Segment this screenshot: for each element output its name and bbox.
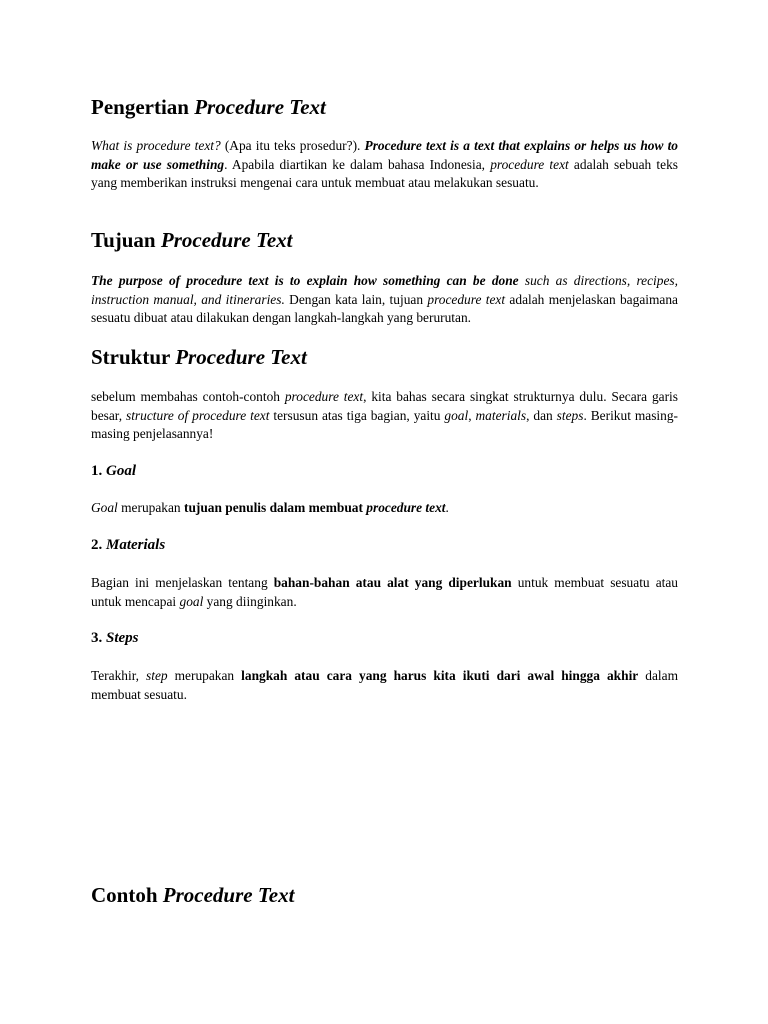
heading-number: 3. xyxy=(91,630,106,646)
paragraph-text: adalah menjelaskan bagaimana sesuatu dibuat atau dilakukan dengan langkah-langkah yang berurutan. xyxy=(91,291,678,325)
term-text: procedure text xyxy=(427,291,506,307)
heading-struktur-text: Struktur xyxy=(91,345,170,369)
heading-tujuan-italic: Procedure Text xyxy=(160,228,293,252)
paragraph-text: . Berikut masing-masing penjelasannya! xyxy=(91,407,678,441)
paragraph-text: merupakan xyxy=(167,668,242,683)
paragraph-text: sebelum membahas contoh-contoh xyxy=(91,389,285,404)
paragraph-text: Bagian ini menjelaskan tentang xyxy=(91,575,274,590)
paragraph-text: Dengan kata lain, tujuan xyxy=(284,291,428,307)
paragraph-text: untuk membuat sesuatu atau untuk mencapai xyxy=(91,575,678,609)
paragraph-text: tersusun atas tiga bagian, yaitu xyxy=(269,407,445,423)
purpose-text: The purpose of procedure text is to explain how something can be done xyxy=(91,273,519,288)
paragraph-text: . Apabila diartikan ke dalam bahasa Indonesia, xyxy=(224,156,491,172)
heading-materials-italic: Materials xyxy=(106,537,166,553)
paragraph-text: adalah sebuah teks yang memberikan instruksi mengenai cara untuk membuat atau melakukan sesuatu. xyxy=(91,156,678,190)
paragraph-tujuan xyxy=(91,272,678,328)
paragraph-text: dalam membuat sesuatu. xyxy=(91,668,678,702)
question-translation: (Apa itu teks prosedur?). xyxy=(220,138,365,153)
emphasis-term-text: procedure text xyxy=(366,500,446,515)
heading-steps xyxy=(91,628,678,648)
heading-contoh-text: Contoh xyxy=(91,883,158,907)
heading-steps-italic: Steps xyxy=(106,630,139,646)
heading-tujuan xyxy=(91,227,678,253)
question-text: What is procedure text? xyxy=(91,138,221,153)
heading-struktur-italic: Procedure Text xyxy=(175,345,307,369)
term-text: Goal xyxy=(91,500,118,515)
heading-goal xyxy=(91,461,678,481)
term-text: procedure text xyxy=(490,156,569,172)
term-text: goal xyxy=(444,407,469,423)
paragraph-text: Terakhir, xyxy=(91,668,147,683)
paragraph-steps xyxy=(91,667,678,704)
paragraph-text: , kita bahas secara singkat strukturnya dulu. Secara garis besar, xyxy=(91,389,678,423)
paragraph-goal xyxy=(91,499,678,518)
paragraph-text: , dan xyxy=(526,407,557,423)
paragraph-struktur xyxy=(91,388,678,444)
paragraph-text: , xyxy=(468,407,476,423)
heading-contoh-italic: Procedure Text xyxy=(162,883,295,907)
paragraph-materials xyxy=(91,574,678,611)
paragraph-text: yang diinginkan. xyxy=(203,593,297,609)
heading-pengertian xyxy=(91,94,678,120)
heading-struktur xyxy=(91,344,678,370)
heading-goal-italic: Goal xyxy=(106,463,136,479)
heading-pengertian-text: Pengertian xyxy=(91,95,189,119)
definition-text: Procedure text is a text that explains or helps us how to make or use something xyxy=(91,138,678,172)
heading-tujuan-text: Tujuan xyxy=(91,228,156,252)
heading-number: 1. xyxy=(91,463,106,479)
term-text: goal xyxy=(179,593,204,609)
paragraph-text: merupakan xyxy=(117,500,184,515)
emphasis-text: langkah atau cara yang harus kita ikuti dari awal hingga akhir xyxy=(241,668,639,683)
term-text: step xyxy=(146,668,168,683)
term-text: steps xyxy=(556,407,584,423)
term-text: materials xyxy=(475,407,527,423)
term-text: procedure text xyxy=(284,389,364,404)
paragraph-pengertian xyxy=(91,137,678,193)
heading-pengertian-italic: Procedure Text xyxy=(194,95,326,119)
term-text: structure of procedure text xyxy=(126,407,270,423)
examples-text: such as directions, recipes, instruction manual, and itineraries. xyxy=(91,273,678,307)
heading-contoh xyxy=(91,882,678,908)
paragraph-text: . xyxy=(445,500,449,515)
emphasis-text: tujuan penulis dalam membuat xyxy=(183,500,367,515)
heading-materials xyxy=(91,535,678,555)
heading-number: 2. xyxy=(91,537,106,553)
emphasis-text: bahan-bahan atau alat yang diperlukan xyxy=(273,575,512,590)
